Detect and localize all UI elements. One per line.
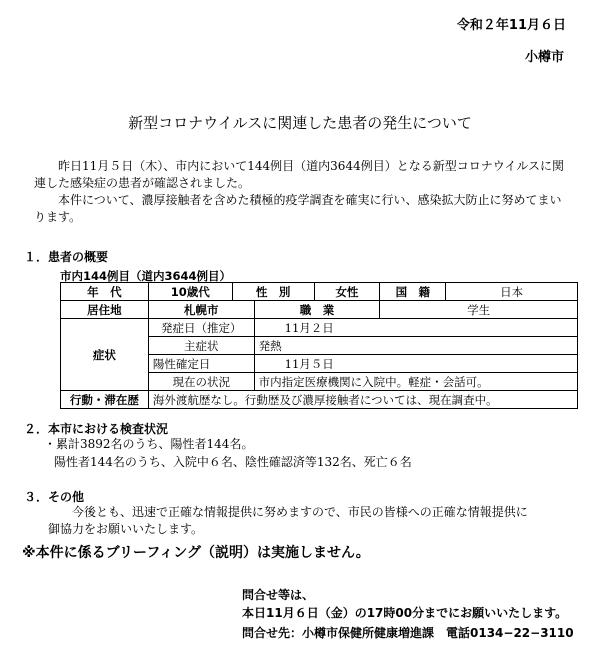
main-symptom-label: 主症状 — [148, 337, 254, 355]
contact-deadline: 本日11月６日（金）の17時00分までにお願いいたします。 — [242, 606, 568, 620]
section-2-heading: ２．本市における検査状況 — [24, 422, 169, 436]
table-row — [61, 391, 578, 409]
positive-date-value: 11月５日 — [254, 355, 577, 373]
document-title: 新型コロナウイルスに関連した患者の発生について — [128, 114, 472, 132]
sex-label: 性 別 — [232, 283, 314, 301]
contact-intro: 問合せ等は、 — [242, 588, 315, 602]
onset-label: 発症日（推定） — [148, 319, 254, 337]
job-label: 職 業 — [254, 301, 380, 319]
job-value: 学生 — [380, 301, 578, 319]
contact-info: 問合せ先：小樽市保健所健康増進課 電話0134−22−3110 — [242, 626, 574, 640]
section-3-paragraph: 今後とも、迅速で正確な情報提供に努めますので、市民の皆様への正確な情報提供に御協力をお願いいたします。 — [48, 505, 528, 536]
current-status-value: 市内指定医療機関に入院中。軽症・会話可。 — [254, 373, 577, 391]
intro-paragraph-1: 昨日11月５日（木）、市内において144例目（道内3644例目）となる新型コロナウイルスに関連した感染症の患者が確認されました。 — [34, 159, 564, 190]
symptoms-label: 症状 — [61, 319, 149, 391]
positive-date-label: 陽性確定日 — [148, 355, 254, 373]
test-total-line: ・累計3892名のうち、陽性者144名。 — [44, 437, 254, 451]
issuer-city: 小樽市 — [524, 50, 564, 65]
residence-value: 札幌市 — [148, 301, 254, 319]
patient-summary-table — [60, 282, 578, 409]
current-status-label: 現在の状況 — [148, 373, 254, 391]
document-date: 令和２年11月６日 — [456, 18, 566, 33]
table-row — [61, 301, 578, 319]
onset-value: 11月２日 — [254, 319, 577, 337]
case-label: 市内144例目（道内3644例目） — [60, 269, 232, 283]
section-1-heading: １．患者の概要 — [24, 250, 109, 264]
section-3-text — [48, 504, 538, 538]
nationality-label: 国 籍 — [380, 283, 446, 301]
age-value: 10歳代 — [148, 283, 232, 301]
table-row — [61, 283, 578, 301]
residence-label: 居住地 — [61, 301, 149, 319]
table-row — [61, 319, 578, 337]
intro-paragraph-2: 本件について、濃厚接触者を含めた積極的疫学調査を確実に行い、感染拡大防止に努めてまいります。 — [34, 193, 562, 224]
main-symptom-value: 発熱 — [254, 337, 577, 355]
history-value: 海外渡航歴なし。行動歴及び濃厚接触者については、現在調査中。 — [148, 391, 577, 409]
nationality-value: 日本 — [446, 283, 578, 301]
history-label: 行動・滞在歴 — [61, 391, 149, 409]
age-label: 年 代 — [61, 283, 149, 301]
briefing-notice: ※本件に係るブリーフィング（説明）は実施しません。 — [22, 545, 370, 561]
sex-value: 女性 — [314, 283, 380, 301]
test-detail-line: 陽性者144名のうち、入院中６名、陰性確認済等132名、死亡６名 — [54, 455, 412, 469]
section-3-heading: ３．その他 — [24, 490, 85, 504]
intro-text — [34, 158, 564, 226]
